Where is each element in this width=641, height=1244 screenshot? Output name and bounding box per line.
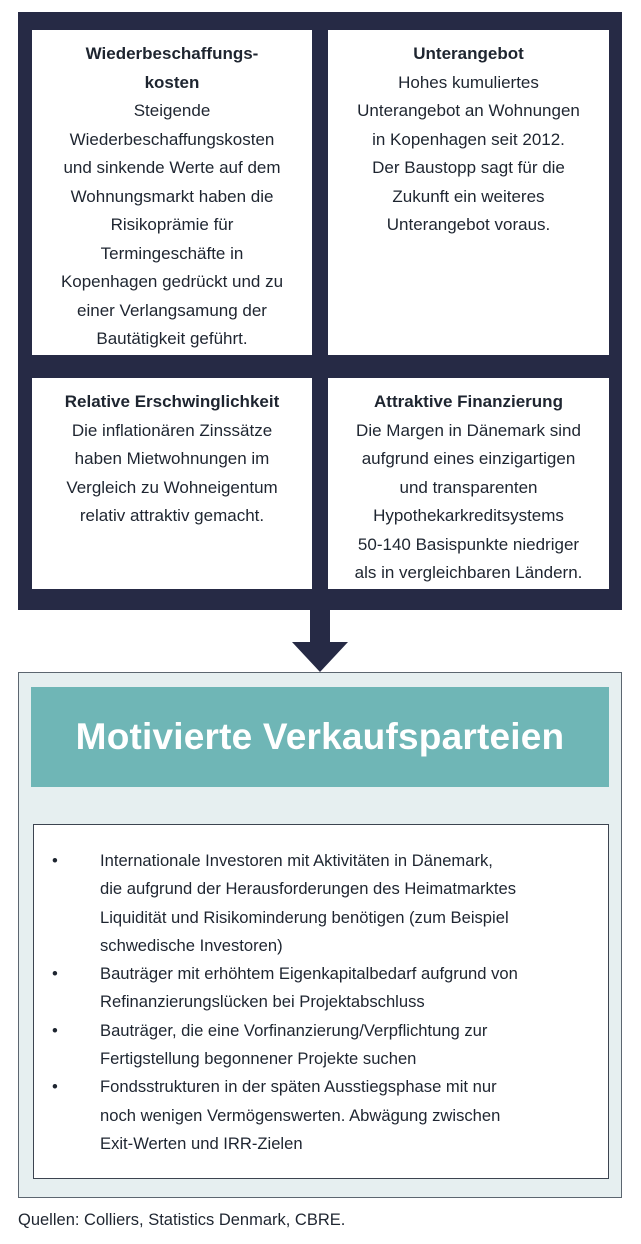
factor-body: Hohes kumuliertes Unterangebot an Wohnungen in Kopenhagen seit 2012. Der Baustopp sagt für die Zukunft ein weiteres Unterangebot voraus. [357, 72, 580, 234]
down-arrow-icon [292, 642, 348, 672]
list-item [50, 847, 588, 960]
arrow-stem [310, 610, 330, 644]
list-item-text: Bauträger mit erhöhtem Eigenkapitalbedarf aufgrund von Refinanzierungslücken bei Projektabschluss [100, 964, 518, 1012]
list-item-text: Internationale Investoren mit Aktivitäten in Dänemark, die aufgrund der Herausforderungen des Heimatmarktes Liquidität und Risikominderung benötigen (zum Beispiel schwedische Investoren) [100, 851, 516, 955]
sources-note: Quellen: Colliers, Statistics Denmark, CBRE. [18, 1211, 346, 1229]
bullet-icon: • [52, 1077, 58, 1097]
list-item-text: Fondsstrukturen in der späten Ausstiegsphase mit nur noch wenigen Vermögenswerten. Abwägung zwischen Exit-Werten und IRR-Zielen [100, 1077, 501, 1153]
factors-frame [18, 12, 622, 610]
factor-title: Relative Erschwinglichkeit [64, 392, 280, 411]
factor-title: Attraktive Finanzierung [374, 392, 563, 411]
factor-title: Unterangebot [413, 44, 524, 63]
list-item [50, 1073, 588, 1158]
factor-body: Steigende Wiederbeschaffungskosten und sinkende Werte auf dem Wohnungsmarkt haben die Risikoprämie für Termingeschäfte in Kopenhagen gedrückt und zu einer Verlangsamung der Bautätigkeit geführt. [60, 101, 284, 348]
motivated-sellers-panel [18, 672, 622, 1198]
list-item [50, 960, 588, 1017]
list-item-text: Bauträger, die eine Vorfinanzierung/Verpflichtung zur Fertigstellung begonnener Projekte suchen [100, 1020, 488, 1069]
sellers-list [33, 824, 609, 1179]
motivated-sellers-banner [31, 687, 609, 787]
factor-box-replacement-costs [32, 30, 312, 355]
factor-box-affordability [32, 378, 312, 589]
factor-title: Wiederbeschaffungs- kosten [85, 44, 259, 92]
factor-box-financing [328, 378, 609, 589]
bullet-icon: • [52, 1020, 58, 1040]
factor-body: Die inflationären Zinssätze haben Mietwohnungen im Vergleich zu Wohneigentum relativ attraktiv gemacht. [66, 420, 278, 525]
bullet-icon: • [52, 851, 58, 870]
bullet-icon: • [52, 964, 58, 984]
factor-body: Die Margen in Dänemark sind aufgrund eines einzigartigen und transparenten Hypothekarkreditsystems 50-140 Basispunkte niedriger als in vergleichbaren Ländern. [354, 420, 583, 582]
list-item [50, 1017, 588, 1074]
factor-box-undersupply [328, 30, 609, 355]
banner-title: Motivierte Verkaufsparteien [75, 716, 565, 757]
